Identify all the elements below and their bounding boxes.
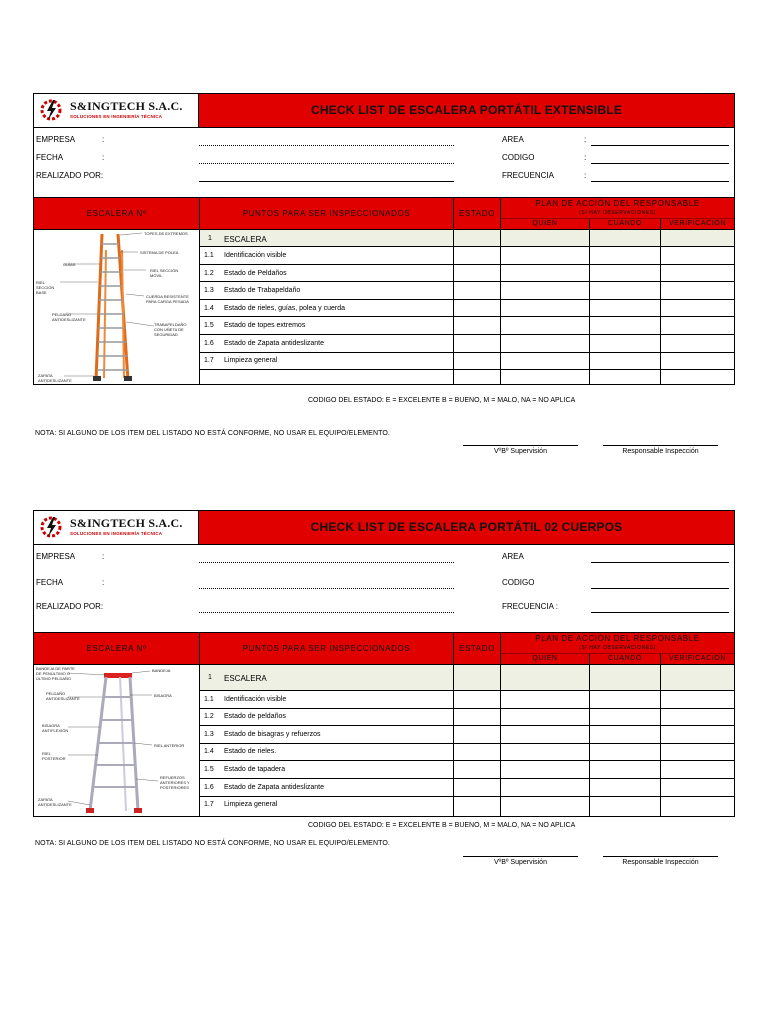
row-num: 1.2: [204, 270, 214, 277]
ladder-illustration: [34, 665, 199, 815]
inspector-label: Responsable Inspección: [622, 448, 699, 455]
col-cuando-header: CUANDO: [590, 654, 660, 664]
empresa-label: EMPRESA: [36, 135, 76, 144]
colon: :: [584, 135, 587, 144]
row-num: 1.1: [204, 252, 214, 259]
row-num: 1.4: [204, 305, 214, 312]
row-text: Estado de topes extremos: [224, 322, 306, 329]
col-plan-subheader: (SI HAY OBSERVACIONES): [501, 209, 734, 218]
status-legend: CODIGO DEL ESTADO: E = EXCELENTE B = BUENO, M = MALO, NA = NO APLICA: [308, 397, 576, 404]
frecuencia-label: FRECUENCIA: [502, 171, 555, 180]
status-legend: CODIGO DEL ESTADO: E = EXCELENTE B = BUENO, M = MALO, NA = NO APLICA: [308, 822, 576, 829]
col-puntos-header: PUNTOS PARA SER INSPECCIONADOS: [200, 198, 453, 229]
company-logo: [34, 94, 199, 127]
row-num: 1.6: [204, 784, 214, 791]
frecuencia-field[interactable]: [591, 181, 729, 182]
row-num: 1.7: [204, 801, 214, 808]
extension-ladder-image: TOPES DE EXTREMOS SISTEMA DE POLEA GUÍAS RIEL SECCIÓN MÓVIL RIEL SECCIÓN BASE CUERDA RESISTENTE PARA CARGA PESADA PELDAÑO ANTIDESLIZANTE TRABAPELDAÑO CON UÑETA DE SEGURIDAD ZAPATA ANTIDESLIZANTE: [34, 230, 199, 384]
info-section: [33, 127, 735, 197]
row-text: Estado de tapadera: [224, 766, 286, 773]
col-puntos-header: PUNTOS PARA SER INSPECCIONADOS: [200, 633, 453, 664]
company-tagline: SOLUCIONES EN INGENIERÍA TÉCNICA: [70, 114, 163, 119]
row-text: Estado de Peldaños: [224, 270, 287, 277]
row-num: 1.5: [204, 322, 214, 329]
company-logo: [34, 511, 199, 544]
fecha-label: FECHA: [36, 153, 64, 162]
row-text: Estado de peldaños: [224, 713, 286, 720]
area-label: AREA: [502, 135, 524, 144]
col-verif-header: VERIFICACIÓN: [661, 654, 734, 664]
gear-lightning-icon: [39, 98, 65, 122]
inspection-table: [33, 197, 735, 385]
row-text: ESCALERA: [224, 235, 267, 244]
realizado-label: REALIZADO POR:: [36, 602, 104, 611]
info-section: [33, 544, 735, 632]
empresa-field[interactable]: [199, 562, 454, 563]
realizado-field[interactable]: [199, 612, 454, 613]
fecha-label: FECHA: [36, 578, 64, 587]
form-title: CHECK LIST DE ESCALERA PORTÁTIL EXTENSIBLE: [199, 94, 734, 127]
supervisor-signature-line[interactable]: [463, 856, 578, 857]
area-field[interactable]: [591, 145, 729, 146]
row-text: Estado de Zapata antideslizante: [224, 784, 325, 791]
form-header: [33, 510, 735, 545]
note-text: NOTA: SI ALGUNO DE LOS ITEM DEL LISTADO NO ESTÁ CONFORME, NO USAR EL EQUIPO/ELEMENTO.: [35, 840, 390, 847]
codigo-label: CODIGO: [502, 578, 535, 587]
row-num: 1.3: [204, 731, 214, 738]
area-label: AREA: [502, 552, 524, 561]
company-name: S&INGTECH S.A.C.: [70, 99, 183, 113]
colon: :: [102, 135, 105, 144]
inspector-signature-line[interactable]: [603, 856, 718, 857]
col-escalera-header: ESCALERA Nº: [34, 633, 199, 664]
frecuencia-label: FRECUENCIA :: [502, 602, 559, 611]
empresa-label: EMPRESA: [36, 552, 76, 561]
colon: :: [102, 552, 105, 561]
row-text: Limpieza general: [224, 801, 278, 808]
row-num: 1: [208, 235, 212, 242]
row-num: 1.3: [204, 287, 214, 294]
note-text: NOTA: SI ALGUNO DE LOS ITEM DEL LISTADO NO ESTÁ CONFORME, NO USAR EL EQUIPO/ELEMENTO.: [35, 430, 390, 437]
frecuencia-field[interactable]: [591, 612, 729, 613]
row-text: Estado de Zapata antideslizante: [224, 340, 325, 347]
company-name: S&INGTECH S.A.C.: [70, 516, 183, 530]
gear-lightning-icon: [39, 515, 65, 539]
col-cuando-header: CUANDO: [590, 219, 660, 229]
row-text: Limpieza general: [224, 357, 278, 364]
empresa-field[interactable]: [199, 145, 454, 146]
supervisor-signature-line[interactable]: [463, 445, 578, 446]
row-highlight: [200, 665, 734, 690]
supervisor-label: VºBº Supervisión: [494, 448, 547, 455]
col-plan-subheader: (SI HAY OBSERVACIONES): [501, 644, 734, 653]
realizado-label: REALIZADO POR:: [36, 171, 104, 180]
col-plan-header: PLAN DE ACCIÓN DEL RESPONSABLE: [501, 198, 734, 210]
row-num: 1.7: [204, 357, 214, 364]
codigo-field[interactable]: [591, 163, 729, 164]
col-quien-header: QUIEN: [501, 219, 589, 229]
col-estado-header: ESTADO: [454, 633, 500, 664]
row-num: 1.2: [204, 713, 214, 720]
col-quien-header: QUIEN: [501, 654, 589, 664]
supervisor-label: VºBº Supervisión: [494, 859, 547, 866]
fecha-field[interactable]: [199, 588, 454, 589]
codigo-field[interactable]: [591, 588, 729, 589]
row-num: 1: [208, 674, 212, 681]
col-verif-header: VERIFICACIÓN: [661, 219, 734, 229]
colon: :: [102, 153, 105, 162]
colon: :: [584, 153, 587, 162]
area-field[interactable]: [591, 562, 729, 563]
row-highlight: [200, 230, 734, 246]
colon: :: [584, 171, 587, 180]
company-tagline: SOLUCIONES EN INGENIERÍA TÉCNICA: [70, 531, 163, 536]
row-num: 1.5: [204, 766, 214, 773]
row-num: 1.4: [204, 748, 214, 755]
row-text: Identificación visible: [224, 252, 287, 259]
fecha-field[interactable]: [199, 163, 454, 164]
form-title: CHECK LIST DE ESCALERA PORTÁTIL 02 CUERPOS: [199, 511, 734, 544]
inspection-table: [33, 632, 735, 817]
row-text: Estado de rieles, guías, polea y cuerda: [224, 305, 346, 312]
form-header: [33, 93, 735, 128]
col-estado-header: ESTADO: [454, 198, 500, 229]
inspector-signature-line[interactable]: [603, 445, 718, 446]
row-num: 1.6: [204, 340, 214, 347]
row-text: ESCALERA: [224, 674, 267, 683]
row-text: Estado de bisagras y refuerzos: [224, 731, 321, 738]
col-plan-header: PLAN DE ACCIÓN DEL RESPONSABLE: [501, 633, 734, 645]
row-text: Identificación visible: [224, 696, 287, 703]
realizado-field[interactable]: [199, 181, 454, 182]
row-text: Estado de Trabapeldaño: [224, 287, 301, 294]
row-text: Estado de rieles.: [224, 748, 277, 755]
col-escalera-header: ESCALERA Nº: [34, 198, 199, 229]
row-num: 1.1: [204, 696, 214, 703]
colon: :: [102, 578, 105, 587]
codigo-label: CODIGO: [502, 153, 535, 162]
inspector-label: Responsable Inspección: [622, 859, 699, 866]
step-ladder-image: BANDEJA DE PARTE DE PENÚLTIMO O ÚLTIMO PELDAÑO BANDEJA PELDAÑO ANTIDESLIZANTE BISAGRA BISAGRA ANTIFLEXIÓN RIEL ANTERIOR RIEL POSTERIOR REFUERZOS ANTERIORES Y POSTERIORES ZAPATA ANTIDESLIZANTE: [34, 665, 199, 815]
